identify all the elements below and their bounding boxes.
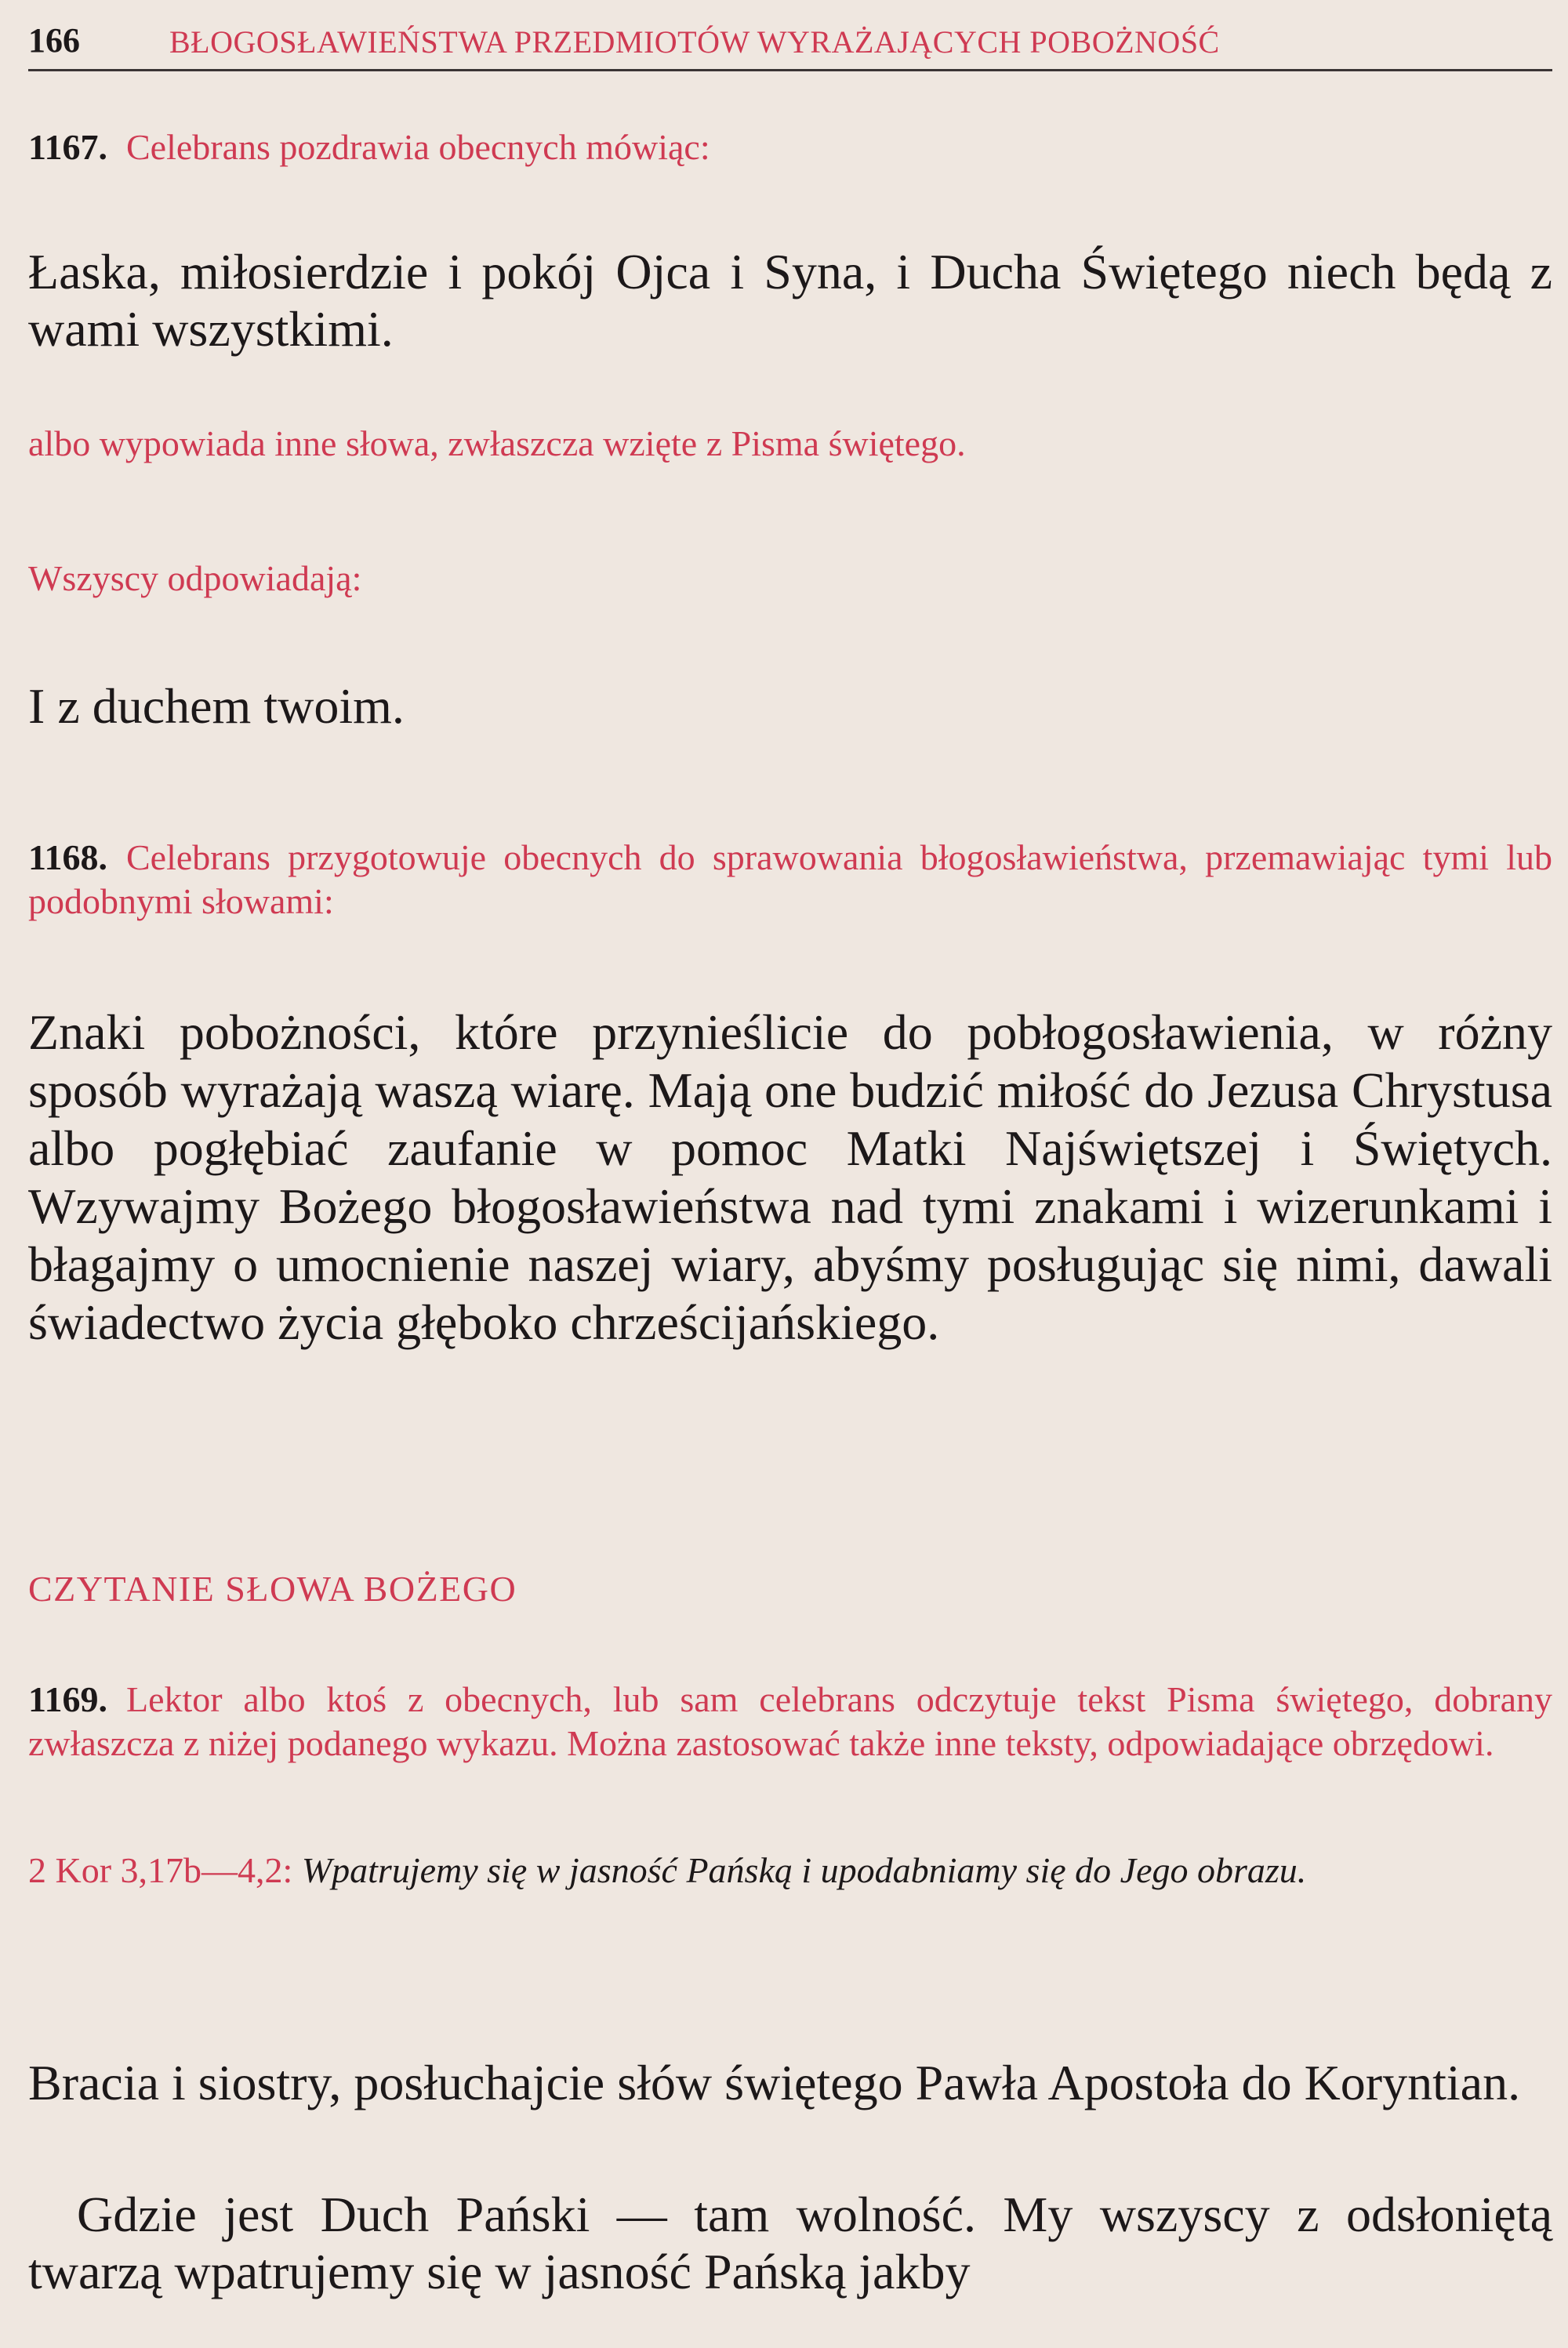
section-1169-rubric [28,1678,1552,1766]
reading-title: Wpatrujemy się w jasność Pańską i upodabniamy się do Jego obrazu. [301,1850,1307,1890]
section-number: 1168. [28,837,107,877]
rubric-text: Celebrans pozdrawia obecnych mówiąc: [125,127,710,167]
section-title-reading: CZYTANIE SŁOWA BOŻEGO [28,1569,517,1609]
section-1167-rubric [28,125,1552,169]
greeting-text: Łaska, miłosierdzie i pokój Ojca i Syna, i Ducha Świętego niech będą z wami wszystkimi. [28,244,1552,357]
reading-intro: Bracia i siostry, posłuchajcie słów świętego Pawła Apostoła do Koryntian. [28,2055,1521,2110]
section-number: 1169. [28,1679,107,1719]
page-number: 166 [28,21,80,60]
section-number: 1167. [28,127,107,167]
section-1168-rubric [28,836,1552,924]
response-rubric: Wszyscy odpowiadają: [28,558,362,598]
response-text: I z duchem twoim. [28,678,405,734]
book-page [28,0,1552,2348]
address-text: Znaki pobożności, które przynieślicie do pobłogosławienia, w różny sposób wyrażają waszą wiarę. Mają one budzić miłość do Jezusa Chrystusa albo pogłębiać zaufanie w pomoc Matki Najświętszej i Świętych. Wzywajmy Bożego błogosławieństwa nad tymi znakami i wizerunkami i błagajmy o umocnienie naszej wiary, abyśmy posługując się nimi, dawali świadectwo życia głęboko chrześcijańskiego. [28,1004,1552,1350]
page-header [28,14,1552,71]
reading-text: Gdzie jest Duch Pański — tam wolność. My wszyscy z odsłoniętą twarzą wpatrujemy się w jasność Pańską jakby [28,2187,1552,2299]
rubric-text: Lektor albo ktoś z obecnych, lub sam celebrans odczytuje tekst Pisma świętego, dobrany zwłaszcza z niżej podanego wykazu. Można zastosować także inne teksty, odpowiadające obrzędowi. [28,1679,1552,1763]
alternative-rubric: albo wypowiada inne słowa, zwłaszcza wzięte z Pisma świętego. [28,423,966,463]
scripture-reference: 2 Kor 3,17b—4,2: [28,1850,293,1890]
running-title: BŁOGOSŁAWIEŃSTWA PRZEDMIOTÓW WYRAŻAJĄCYCH POBOŻNOŚĆ [169,24,1220,60]
reading-reference [28,1849,1552,1893]
rubric-text: Celebrans przygotowuje obecnych do sprawowania błogosławieństwa, przemawiając tymi lub podobnymi słowami: [28,837,1552,921]
